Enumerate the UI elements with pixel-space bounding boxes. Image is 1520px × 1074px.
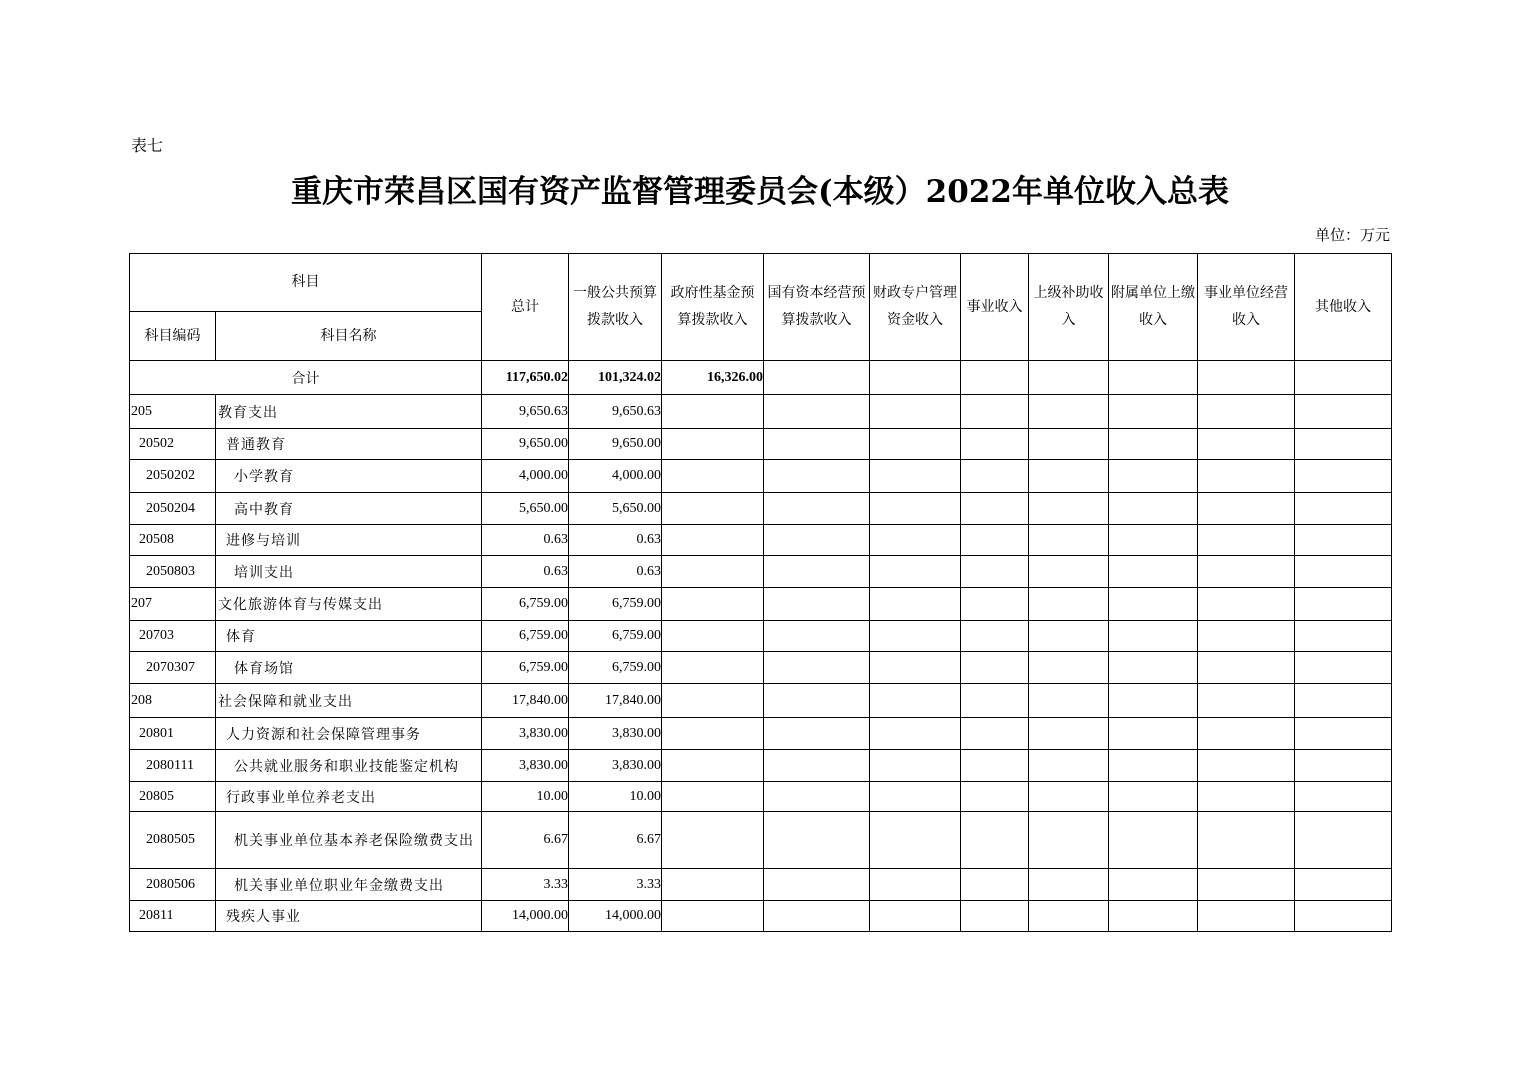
affiliated-income-cell [1109, 395, 1198, 429]
state-capital-cell [764, 556, 870, 588]
total-cell-total: 117,650.02 [482, 361, 569, 395]
other-income-cell [1295, 782, 1392, 812]
superior-subsidy-cell [1029, 493, 1109, 525]
total-cell-other-income [1295, 361, 1392, 395]
subject-name-cell: 小学教育 [216, 460, 482, 493]
subject-code-cell: 205 [130, 395, 216, 429]
affiliated-income-cell [1109, 901, 1198, 932]
state-capital-cell [764, 684, 870, 718]
other-income-cell [1295, 652, 1392, 684]
affiliated-income-cell [1109, 525, 1198, 556]
affiliated-income-cell [1109, 556, 1198, 588]
other-income-cell [1295, 684, 1392, 718]
fiscal-special-cell [870, 652, 961, 684]
total-label: 合计 [130, 361, 482, 395]
business-operation-cell [1198, 525, 1295, 556]
state-capital-cell [764, 718, 870, 750]
total-cell-gov-fund: 16,326.00 [662, 361, 764, 395]
total-cell: 6.67 [482, 812, 569, 869]
state-capital-cell [764, 621, 870, 652]
subject-name-cell: 体育 [216, 621, 482, 652]
subject-name-cell: 残疾人事业 [216, 901, 482, 932]
subject-code-cell: 20801 [130, 718, 216, 750]
general-public-cell: 6,759.00 [569, 588, 662, 621]
fiscal-special-cell [870, 556, 961, 588]
total-cell: 9,650.63 [482, 395, 569, 429]
business-income-cell [961, 556, 1029, 588]
header-superior-subsidy: 上级补助收入 [1029, 254, 1109, 361]
subject-code-cell: 20811 [130, 901, 216, 932]
subject-name-cell: 行政事业单位养老支出 [216, 782, 482, 812]
business-operation-cell [1198, 460, 1295, 493]
other-income-cell [1295, 869, 1392, 901]
business-income-cell [961, 750, 1029, 782]
subject-name-cell: 高中教育 [216, 493, 482, 525]
general-public-cell: 0.63 [569, 525, 662, 556]
affiliated-income-cell [1109, 718, 1198, 750]
gov-fund-cell [662, 652, 764, 684]
total-cell-state-capital [764, 361, 870, 395]
business-operation-cell [1198, 395, 1295, 429]
header-business-income: 事业收入 [961, 254, 1029, 361]
total-cell: 14,000.00 [482, 901, 569, 932]
other-income-cell [1295, 429, 1392, 460]
business-income-cell [961, 588, 1029, 621]
header-subject: 科目 [130, 254, 482, 312]
subject-code-cell: 20703 [130, 621, 216, 652]
table-row [130, 460, 1392, 493]
other-income-cell [1295, 493, 1392, 525]
business-income-cell [961, 782, 1029, 812]
affiliated-income-cell [1109, 460, 1198, 493]
subject-name-cell: 文化旅游体育与传媒支出 [216, 588, 482, 621]
state-capital-cell [764, 460, 870, 493]
gov-fund-cell [662, 901, 764, 932]
business-income-cell [961, 621, 1029, 652]
unit-label: 单位：万元 [1314, 226, 1390, 244]
state-capital-cell [764, 901, 870, 932]
header-other-income: 其他收入 [1295, 254, 1392, 361]
gov-fund-cell [662, 493, 764, 525]
general-public-cell: 6,759.00 [569, 621, 662, 652]
subject-code-cell: 2080506 [130, 869, 216, 901]
affiliated-income-cell [1109, 588, 1198, 621]
state-capital-cell [764, 652, 870, 684]
state-capital-cell [764, 750, 870, 782]
other-income-cell [1295, 525, 1392, 556]
general-public-cell: 10.00 [569, 782, 662, 812]
total-cell: 6,759.00 [482, 652, 569, 684]
gov-fund-cell [662, 429, 764, 460]
table-row [130, 556, 1392, 588]
gov-fund-cell [662, 525, 764, 556]
superior-subsidy-cell [1029, 429, 1109, 460]
total-row [130, 361, 1392, 395]
other-income-cell [1295, 395, 1392, 429]
affiliated-income-cell [1109, 750, 1198, 782]
affiliated-income-cell [1109, 684, 1198, 718]
business-operation-cell [1198, 621, 1295, 652]
header-state-capital: 国有资本经营预算拨款收入 [764, 254, 870, 361]
total-cell: 6,759.00 [482, 588, 569, 621]
gov-fund-cell [662, 869, 764, 901]
affiliated-income-cell [1109, 782, 1198, 812]
subject-name-cell: 进修与培训 [216, 525, 482, 556]
superior-subsidy-cell [1029, 652, 1109, 684]
state-capital-cell [764, 869, 870, 901]
state-capital-cell [764, 525, 870, 556]
table-row [130, 525, 1392, 556]
general-public-cell: 6,759.00 [569, 652, 662, 684]
general-public-cell: 14,000.00 [569, 901, 662, 932]
total-cell: 3.33 [482, 869, 569, 901]
business-income-cell [961, 525, 1029, 556]
table-row [130, 901, 1392, 932]
gov-fund-cell [662, 750, 764, 782]
superior-subsidy-cell [1029, 901, 1109, 932]
other-income-cell [1295, 621, 1392, 652]
general-public-cell: 4,000.00 [569, 460, 662, 493]
fiscal-special-cell [870, 395, 961, 429]
fiscal-special-cell [870, 901, 961, 932]
subject-code-cell: 2050204 [130, 493, 216, 525]
superior-subsidy-cell [1029, 869, 1109, 901]
subject-code-cell: 208 [130, 684, 216, 718]
affiliated-income-cell [1109, 869, 1198, 901]
superior-subsidy-cell [1029, 525, 1109, 556]
subject-code-cell: 2050803 [130, 556, 216, 588]
subject-name-cell: 机关事业单位基本养老保险缴费支出 [216, 812, 482, 869]
header-fiscal-special: 财政专户管理资金收入 [870, 254, 961, 361]
general-public-cell: 17,840.00 [569, 684, 662, 718]
fiscal-special-cell [870, 782, 961, 812]
fiscal-special-cell [870, 750, 961, 782]
page-title: 重庆市荣昌区国有资产监督管理委员会(本级）2022年单位收入总表 [291, 174, 1229, 210]
total-cell-superior-subsidy [1029, 361, 1109, 395]
table-row [130, 429, 1392, 460]
business-income-cell [961, 812, 1029, 869]
general-public-cell: 9,650.00 [569, 429, 662, 460]
affiliated-income-cell [1109, 621, 1198, 652]
table-row [130, 493, 1392, 525]
fiscal-special-cell [870, 718, 961, 750]
fiscal-special-cell [870, 869, 961, 901]
total-cell: 3,830.00 [482, 750, 569, 782]
affiliated-income-cell [1109, 652, 1198, 684]
business-income-cell [961, 429, 1029, 460]
table-row [130, 684, 1392, 718]
business-operation-cell [1198, 652, 1295, 684]
affiliated-income-cell [1109, 493, 1198, 525]
subject-name-cell: 人力资源和社会保障管理事务 [216, 718, 482, 750]
total-cell-business-operation [1198, 361, 1295, 395]
gov-fund-cell [662, 684, 764, 718]
state-capital-cell [764, 812, 870, 869]
total-cell: 5,650.00 [482, 493, 569, 525]
state-capital-cell [764, 429, 870, 460]
table-row [130, 652, 1392, 684]
header-business-operation: 事业单位经营收入 [1198, 254, 1295, 361]
state-capital-cell [764, 588, 870, 621]
income-table [129, 253, 1392, 932]
other-income-cell [1295, 588, 1392, 621]
other-income-cell [1295, 750, 1392, 782]
business-operation-cell [1198, 782, 1295, 812]
table-row [130, 812, 1392, 869]
business-operation-cell [1198, 750, 1295, 782]
business-operation-cell [1198, 493, 1295, 525]
other-income-cell [1295, 556, 1392, 588]
business-income-cell [961, 460, 1029, 493]
business-operation-cell [1198, 901, 1295, 932]
general-public-cell: 5,650.00 [569, 493, 662, 525]
gov-fund-cell [662, 556, 764, 588]
subject-code-cell: 2080111 [130, 750, 216, 782]
superior-subsidy-cell [1029, 750, 1109, 782]
superior-subsidy-cell [1029, 782, 1109, 812]
gov-fund-cell [662, 395, 764, 429]
business-income-cell [961, 901, 1029, 932]
fiscal-special-cell [870, 684, 961, 718]
superior-subsidy-cell [1029, 460, 1109, 493]
total-cell-business-income [961, 361, 1029, 395]
total-cell: 6,759.00 [482, 621, 569, 652]
subject-code-cell: 2080505 [130, 812, 216, 869]
business-income-cell [961, 395, 1029, 429]
table-number: 表七 [131, 136, 164, 155]
total-cell-fiscal-special [870, 361, 961, 395]
superior-subsidy-cell [1029, 588, 1109, 621]
total-cell: 3,830.00 [482, 718, 569, 750]
subject-name-cell: 社会保障和就业支出 [216, 684, 482, 718]
subject-name-cell: 培训支出 [216, 556, 482, 588]
subject-code-cell: 2070307 [130, 652, 216, 684]
business-operation-cell [1198, 812, 1295, 869]
superior-subsidy-cell [1029, 718, 1109, 750]
subject-code-cell: 20805 [130, 782, 216, 812]
subject-name-cell: 公共就业服务和职业技能鉴定机构 [216, 750, 482, 782]
state-capital-cell [764, 395, 870, 429]
table-row [130, 750, 1392, 782]
business-operation-cell [1198, 429, 1295, 460]
header-subject-code: 科目编码 [130, 312, 216, 361]
header-subject-name: 科目名称 [216, 312, 482, 361]
business-operation-cell [1198, 718, 1295, 750]
subject-name-cell: 教育支出 [216, 395, 482, 429]
gov-fund-cell [662, 460, 764, 493]
business-income-cell [961, 684, 1029, 718]
gov-fund-cell [662, 588, 764, 621]
subject-code-cell: 20508 [130, 525, 216, 556]
general-public-cell: 6.67 [569, 812, 662, 869]
table-row [130, 621, 1392, 652]
subject-code-cell: 207 [130, 588, 216, 621]
superior-subsidy-cell [1029, 812, 1109, 869]
subject-code-cell: 2050202 [130, 460, 216, 493]
table-row [130, 718, 1392, 750]
total-cell: 9,650.00 [482, 429, 569, 460]
general-public-cell: 3.33 [569, 869, 662, 901]
fiscal-special-cell [870, 525, 961, 556]
business-operation-cell [1198, 556, 1295, 588]
superior-subsidy-cell [1029, 556, 1109, 588]
other-income-cell [1295, 718, 1392, 750]
header-total: 总计 [482, 254, 569, 361]
business-income-cell [961, 718, 1029, 750]
gov-fund-cell [662, 718, 764, 750]
total-cell: 0.63 [482, 556, 569, 588]
gov-fund-cell [662, 782, 764, 812]
table-row [130, 588, 1392, 621]
gov-fund-cell [662, 621, 764, 652]
other-income-cell [1295, 901, 1392, 932]
general-public-cell: 3,830.00 [569, 718, 662, 750]
table-row [130, 395, 1392, 429]
total-cell: 10.00 [482, 782, 569, 812]
total-cell: 0.63 [482, 525, 569, 556]
header-general-public: 一般公共预算拨款收入 [569, 254, 662, 361]
general-public-cell: 9,650.63 [569, 395, 662, 429]
table-row [130, 782, 1392, 812]
total-cell-affiliated-income [1109, 361, 1198, 395]
gov-fund-cell [662, 812, 764, 869]
affiliated-income-cell [1109, 812, 1198, 869]
total-cell: 17,840.00 [482, 684, 569, 718]
total-cell: 4,000.00 [482, 460, 569, 493]
business-operation-cell [1198, 684, 1295, 718]
header-gov-fund: 政府性基金预算拨款收入 [662, 254, 764, 361]
business-income-cell [961, 652, 1029, 684]
business-income-cell [961, 493, 1029, 525]
other-income-cell [1295, 460, 1392, 493]
fiscal-special-cell [870, 460, 961, 493]
state-capital-cell [764, 782, 870, 812]
superior-subsidy-cell [1029, 684, 1109, 718]
subject-name-cell: 机关事业单位职业年金缴费支出 [216, 869, 482, 901]
affiliated-income-cell [1109, 429, 1198, 460]
general-public-cell: 0.63 [569, 556, 662, 588]
total-cell-general-public: 101,324.02 [569, 361, 662, 395]
fiscal-special-cell [870, 588, 961, 621]
business-operation-cell [1198, 869, 1295, 901]
superior-subsidy-cell [1029, 621, 1109, 652]
fiscal-special-cell [870, 493, 961, 525]
table-row [130, 869, 1392, 901]
subject-name-cell: 普通教育 [216, 429, 482, 460]
header-affiliated-income: 附属单位上缴收入 [1109, 254, 1198, 361]
superior-subsidy-cell [1029, 395, 1109, 429]
business-operation-cell [1198, 588, 1295, 621]
general-public-cell: 3,830.00 [569, 750, 662, 782]
fiscal-special-cell [870, 621, 961, 652]
business-income-cell [961, 869, 1029, 901]
subject-code-cell: 20502 [130, 429, 216, 460]
other-income-cell [1295, 812, 1392, 869]
fiscal-special-cell [870, 812, 961, 869]
state-capital-cell [764, 493, 870, 525]
fiscal-special-cell [870, 429, 961, 460]
subject-name-cell: 体育场馆 [216, 652, 482, 684]
